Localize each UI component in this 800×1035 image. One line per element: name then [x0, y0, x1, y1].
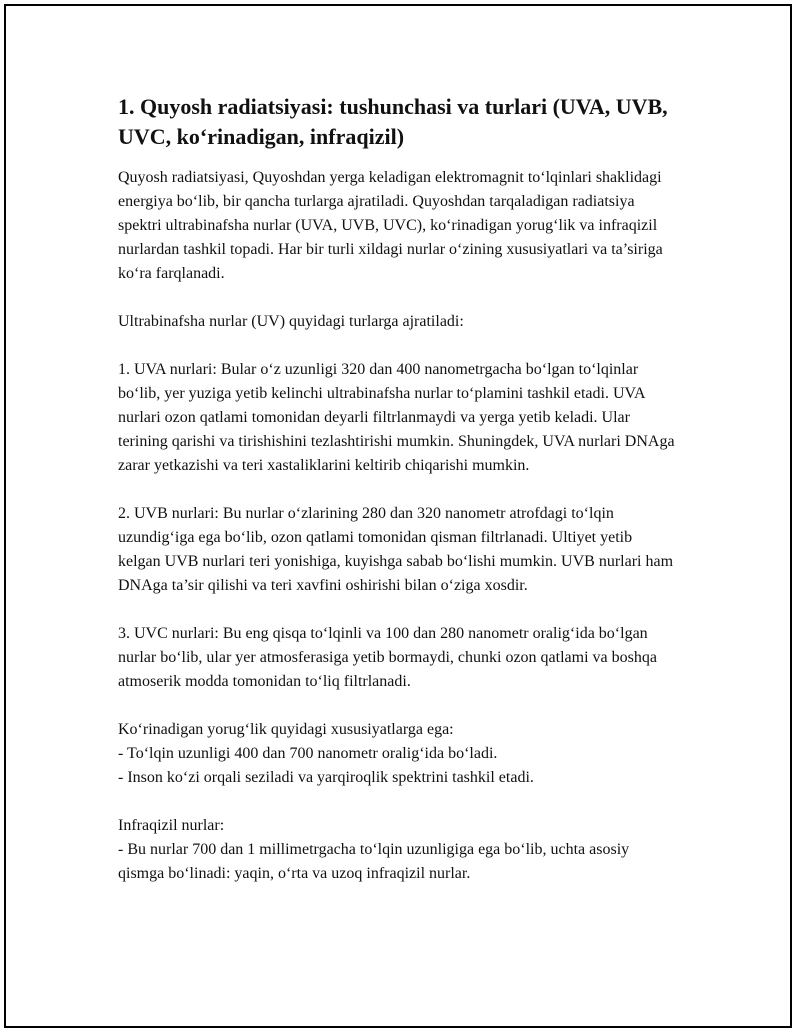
uvb-paragraph: 2. UVB nurlari: Bu nurlar o‘zlarining 280 dan 320 nanometr atrofdagi to‘lqin uzundig‘iga ega bo‘lib, ozon qatlami tomonidan qisman filtrlanadi. Ultiyet yetib kelgan UVB nurlari teri yonishiga, kuyishga sabab bo‘lishi mumkin. UVB nurlari ham DNAga ta’sir qilishi va teri xavfini oshirishi bilan o‘ziga xosdir. [118, 505, 674, 594]
uvc-paragraph: 3. UVC nurlari: Bu eng qisqa to‘lqinli va 100 dan 280 nanometr oralig‘ida bo‘lgan nurlar bo‘lib, ular yer atmosferasiga yetib bormaydi, chunki ozon qatlami va boshqa atmoserik modda tomonidan to‘liq filtrlanadi. [118, 625, 657, 690]
list-item: - To‘lqin uzunligi 400 dan 700 nanometr oralig‘ida bo‘ladi. [118, 745, 498, 762]
visible-light-title: Ko‘rinadigan yorug‘lik quyidagi xususiyatlarga ega: [118, 721, 454, 738]
uv-intro-paragraph: Ultrabinafsha nurlar (UV) quyidagi turlarga ajratiladi: [118, 313, 464, 330]
uva-paragraph: 1. UVA nurlari: Bular o‘z uzunligi 320 dan 400 nanometrgacha bo‘lgan to‘lqinlar bo‘lib, yer yuziga yetib kelinchi ultrabinafsha nurlar to‘plamini tashkil etadi. UVA nurlari ozon qatlami tomonidan deyarli filtrlanmaydi va yerga yetib keladi. Ular terining qarishi va tirishishini tezlashtirishi mumkin. Shuningdek, UVA nurlari DNAga zarar yetkazishi va teri xastaliklarini keltirib chiqarishi mumkin. [118, 361, 675, 474]
list-item: - Inson ko‘zi orqali seziladi va yarqiroqlik spektrini tashkil etadi. [118, 769, 534, 786]
document-heading: 1. Quyosh radiatsiyasi: tushunchasi va turlari (UVA, UVB, UVC, ko‘rinadigan, infraqizil) [118, 94, 668, 149]
infrared-title: Infraqizil nurlar: [118, 817, 225, 834]
infrared-section [118, 814, 678, 886]
visible-light-section [118, 718, 678, 790]
document-body [118, 92, 678, 886]
intro-paragraph: Quyosh radiatsiyasi, Quyoshdan yerga keladigan elektromagnit to‘lqinlari shaklidagi energiya bo‘lib, bir qancha turlarga ajratiladi. Quyoshdan tarqaladigan radiatsiya spektri ultrabinafsha nurlar (UVA, UVB, UVC), ko‘rinadigan yorug‘lik va infraqizil nurlardan tashkil topadi. Har bir turli xildagi nurlar o‘zining xususiyatlari va ta’siriga ko‘ra farqlanadi. [118, 169, 663, 282]
list-item: - Bu nurlar 700 dan 1 millimetrgacha to‘lqin uzunligiga ega bo‘lib, uchta asosiy qismga bo‘linadi: yaqin, o‘rta va uzoq infraqizil nurlar. [118, 841, 630, 882]
